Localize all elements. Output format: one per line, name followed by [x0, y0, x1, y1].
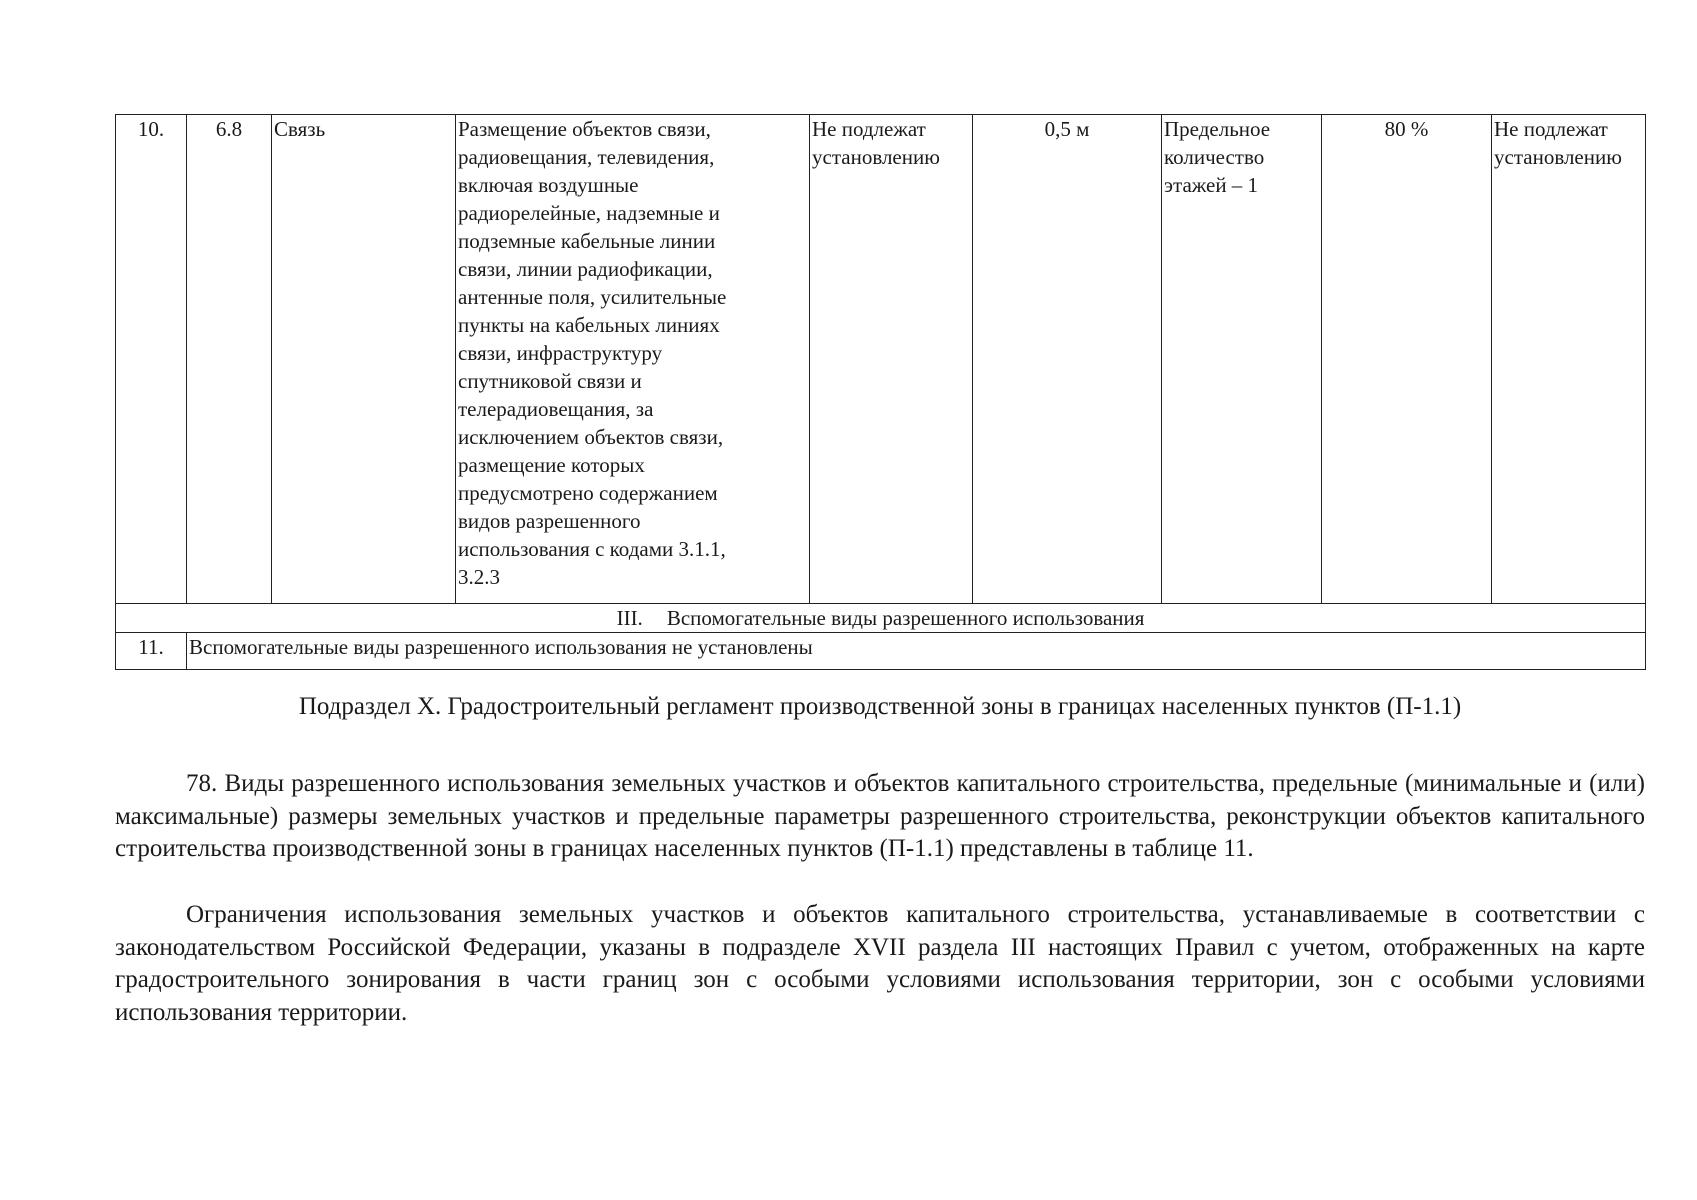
description-line: пункты на кабельных линиях [458, 313, 720, 337]
row-number: 10. [116, 115, 187, 604]
description-line: антенные поля, усилительные [458, 285, 727, 309]
description-line: 3.2.3 [458, 565, 500, 589]
description-line: связи, инфраструктуру [458, 341, 663, 365]
description-line: радиовещания, телевидения, [458, 145, 715, 169]
usage-name: Связь [272, 115, 456, 604]
description-line: использования с кодами 3.1.1, [458, 537, 726, 561]
description-line: телерадиовещания, за [458, 397, 654, 421]
description-line: включая воздушные [458, 173, 639, 197]
setback-cell: 0,5 м [973, 115, 1162, 604]
paragraph: 78. Виды разрешенного использования земельных участков и объектов капитального строительства, предельные (минимальные и (или) максимальные) размеры земельных участков и предельные параметры разрешенного строительства, реконструкции объектов капитального строительства производственной зоны в границах населенных пунктов (П-1.1) представлены в таблице 11. [115, 770, 1645, 862]
paragraph: Ограничения использования земельных участков и объектов капитального строительства, устанавливаемые в соответствии с законодательством Российской Федерации, указаны в подразделе XVII раздела III настоящих Правил с учетом, отображенных на карте градостроительного зонирования в части границ зон с особыми условиями использования территории, зон с особыми условиями использования территории. [115, 901, 1645, 1026]
description-line: связи, линии радиофикации, [458, 257, 713, 281]
description-line: исключением объектов связи, [458, 425, 724, 449]
section-number: III. [616, 606, 643, 630]
row-number: 11. [116, 633, 187, 670]
section-title: Вспомогательные виды разрешенного использования [666, 606, 1145, 630]
description-line: видов разрешенного [458, 509, 641, 533]
description-line: радиорелейные, надземные и [458, 201, 720, 225]
row-text: Вспомогательные виды разрешенного использования не установлены [187, 633, 1646, 670]
coverage-percent-cell: 80 % [1322, 115, 1492, 604]
description-line: предусмотрено содержанием [458, 481, 718, 505]
floors-limit-cell: Предельное количество этажей – 1 [1162, 115, 1322, 604]
description-line: Размещение объектов связи, [458, 117, 711, 141]
usage-description [456, 115, 810, 604]
table-row [116, 633, 1646, 670]
regulation-table [115, 114, 1646, 670]
description-line: подземные кабельные линии [458, 229, 716, 253]
description-line: спутниковой связи и [458, 369, 642, 393]
section-header [116, 604, 1646, 633]
plot-size-cell: Не подлежат установлению [810, 115, 973, 604]
description-line: размещение которых [458, 453, 645, 477]
subsection-title: Подраздел X. Градостроительный регламент производственной зоны в границах населенных пунктов (П-1.1) [298, 693, 1462, 720]
table-row [116, 115, 1646, 604]
section-header-row [116, 604, 1646, 633]
usage-code: 6.8 [187, 115, 272, 604]
other-params-cell: Не подлежат установлению [1492, 115, 1646, 604]
